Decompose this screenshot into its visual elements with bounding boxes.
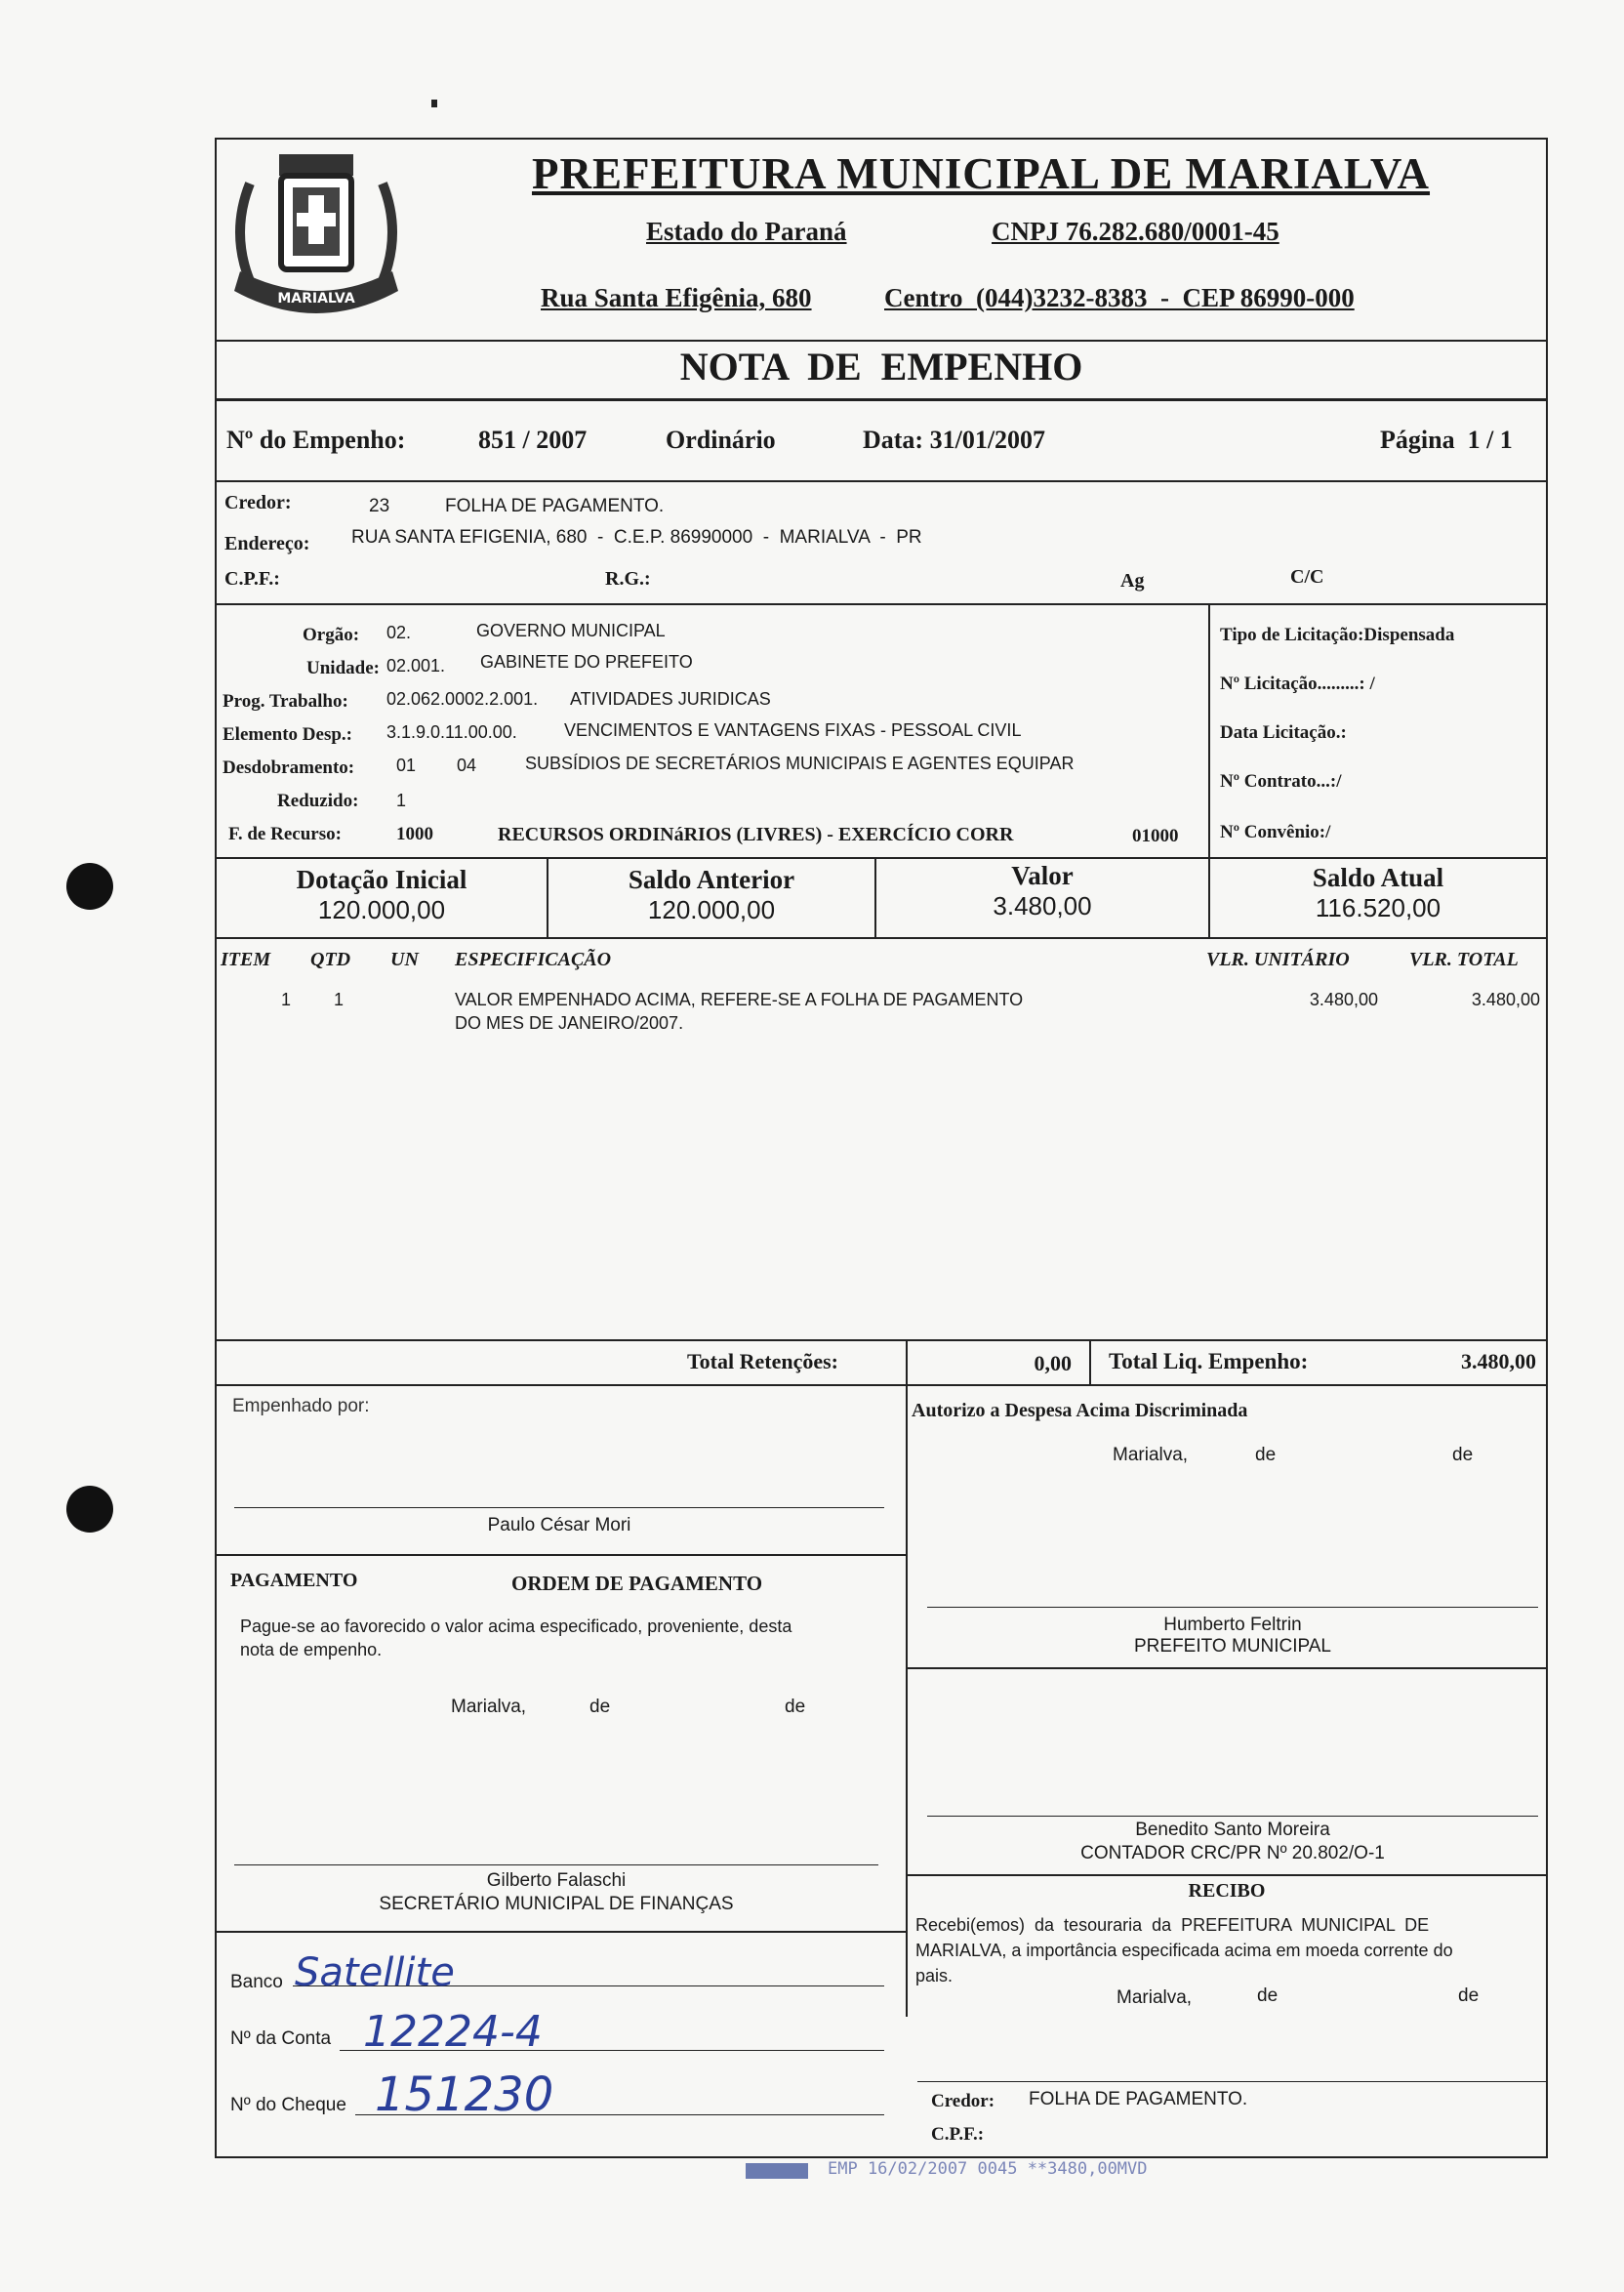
recibo-texto3: pais.: [915, 1966, 954, 1985]
item-total: 3.480,00: [1471, 990, 1540, 1009]
unidade: GABINETE DO PREFEITO: [480, 652, 693, 672]
address: Rua Santa Efigênia, 680: [541, 283, 812, 312]
saldo-dotacao-inicial: [217, 865, 547, 925]
recibo-de2: de: [1458, 1985, 1480, 2006]
autorizo-local: Marialva,: [1113, 1445, 1189, 1465]
recurso-cod2: 01000: [1132, 826, 1179, 846]
credor-label: Credor:: [224, 492, 292, 513]
contador-nome: Benedito Santo Moreira: [1135, 1820, 1330, 1840]
cheque-label: Nº do Cheque: [230, 2095, 346, 2115]
banco-label: Banco: [230, 1972, 283, 1992]
autorizo-de2: de: [1452, 1445, 1474, 1465]
desdobramento-cod2: 04: [457, 756, 477, 775]
cc-label: C/C: [1290, 566, 1324, 588]
elemento-cod: 3.1.9.0.11.00.00.: [386, 722, 517, 742]
table-row: [217, 988, 1546, 1046]
col-vlr-total: VLR. TOTAL: [1409, 949, 1519, 970]
prog-cod: 02.062.0002.2.001.: [386, 689, 539, 709]
prog-label: Prog. Trabalho:: [223, 691, 348, 712]
recibo-credor-nome: FOLHA DE PAGAMENTO.: [1029, 2089, 1248, 2109]
empenho-numero: 851 / 2007: [478, 426, 588, 454]
saldo-anterior: [548, 865, 874, 925]
rg-label: R.G.:: [605, 568, 651, 590]
contact: Centro (044)3232-8383 - CEP 86990-000: [884, 283, 1355, 312]
liquido-value: 3.480,00: [1461, 1349, 1536, 1373]
licitacao-numero: Nº Licitação.........: /: [1220, 674, 1375, 694]
saldo-valor: [876, 861, 1208, 921]
empenho-tipo: Ordinário: [666, 426, 776, 454]
reduzido: 1: [396, 791, 407, 810]
saldo-label: Saldo Atual: [1312, 863, 1444, 892]
pagamento-texto1: Pague-se ao favorecido o valor acima especificado, proveniente, desta: [240, 1617, 792, 1636]
conta-value: 12224-4: [363, 2007, 543, 2057]
saldo-label: Dotação Inicial: [296, 865, 467, 894]
pagamento-de1: de: [589, 1697, 611, 1717]
ordem-label: ORDEM DE PAGAMENTO: [511, 1572, 763, 1595]
licitacao-contrato: Nº Contrato...:/: [1220, 771, 1342, 792]
saldo-value: 120.000,00: [317, 895, 446, 924]
desdobramento-label: Desdobramento:: [223, 757, 355, 778]
empenho-label: Nº do Empenho:: [226, 426, 406, 454]
recibo-cpf-label: C.P.F.:: [931, 2124, 985, 2145]
bottom-stamp: EMP 16/02/2007 0045 **3480,00MVD: [828, 2159, 1148, 2179]
stamp-mark-icon: [746, 2163, 808, 2179]
prefeito-nome: Humberto Feltrin: [1163, 1615, 1302, 1635]
pagamento-local: Marialva,: [451, 1697, 527, 1717]
recibo-title: RECIBO: [1188, 1880, 1266, 1902]
recibo-texto1: Recebi(emos) da tesouraria da PREFEITURA MUNICIPAL DE: [915, 1915, 1430, 1935]
orgao: GOVERNO MUNICIPAL: [476, 621, 666, 640]
col-especificacao: ESPECIFICAÇÃO: [455, 949, 612, 970]
col-un: UN: [390, 949, 419, 970]
credor-codigo: 23: [369, 496, 390, 516]
hole-punch-top: [66, 863, 113, 910]
cheque-value: 151230: [375, 2067, 554, 2122]
item-num: 1: [281, 990, 292, 1009]
recibo-texto2: MARIALVA, a importância especificada acima em moeda corrente do: [915, 1941, 1453, 1960]
licitacao-data: Data Licitação.:: [1220, 722, 1347, 743]
reduzido-label: Reduzido:: [277, 791, 359, 811]
orgao-label: Orgão:: [303, 625, 360, 645]
empenho-data: Data: 31/01/2007: [863, 426, 1046, 454]
saldo-atual: [1210, 863, 1546, 923]
banco-value: Satellite: [295, 1950, 455, 1995]
saldo-label: Valor: [1011, 861, 1074, 890]
saldo-value: 3.480,00: [993, 891, 1092, 921]
prefeito-cargo: PREFEITO MUNICIPAL: [1134, 1636, 1331, 1657]
col-vlr-unitario: VLR. UNITÁRIO: [1206, 949, 1350, 970]
orgao-cod: 02.: [386, 623, 412, 642]
autorizo-de1: de: [1255, 1445, 1277, 1465]
empenhado-nome: Paulo César Mori: [487, 1515, 631, 1535]
cnpj: CNPJ 76.282.680/0001-45: [992, 217, 1279, 246]
desdobramento: SUBSÍDIOS DE SECRETÁRIOS MUNICIPAIS E AGENTES EQUIPAR: [525, 754, 1075, 773]
recibo-local: Marialva,: [1116, 1987, 1193, 2008]
credor-nome: FOLHA DE PAGAMENTO.: [445, 496, 665, 516]
retencoes-value: 0,00: [1034, 1351, 1072, 1375]
item-espec-line2: DO MES DE JANEIRO/2007.: [455, 1013, 684, 1033]
recurso-cod: 1000: [396, 824, 433, 844]
item-espec-line1: VALOR EMPENHADO ACIMA, REFERE-SE A FOLHA DE PAGAMENTO: [455, 990, 1024, 1009]
scan-mark: [431, 100, 437, 107]
credor-endereco: RUA SANTA EFIGENIA, 680 - C.E.P. 86990000 - MARIALVA - PR: [351, 527, 922, 548]
contador-cargo: CONTADOR CRC/PR Nº 20.802/O-1: [1080, 1843, 1385, 1863]
hole-punch-bottom: [66, 1486, 113, 1533]
col-qtd: QTD: [310, 949, 351, 970]
municipal-seal: [221, 144, 412, 332]
item-unit: 3.480,00: [1309, 990, 1378, 1009]
autorizo-label: Autorizo a Despesa Acima Discriminada: [912, 1400, 1248, 1421]
secretario-cargo: SECRETÁRIO MUNICIPAL DE FINANÇAS: [379, 1894, 734, 1914]
estado: Estado do Paraná: [646, 217, 847, 246]
pagina: Página 1 / 1: [1380, 426, 1513, 454]
retencoes-label: Total Retenções:: [687, 1349, 838, 1373]
recibo-de1: de: [1257, 1985, 1279, 2006]
licitacao-convenio: Nº Convênio:/: [1220, 822, 1331, 842]
unidade-cod: 02.001.: [386, 656, 446, 675]
pagamento-label: PAGAMENTO: [230, 1570, 358, 1591]
prog: ATIVIDADES JURIDICAS: [570, 689, 771, 709]
recibo-credor-label: Credor:: [931, 2091, 995, 2111]
desdobramento-cod1: 01: [396, 756, 417, 775]
col-item: ITEM: [221, 949, 271, 970]
endereco-label: Endereço:: [224, 533, 310, 554]
unidade-label: Unidade:: [306, 658, 380, 678]
saldo-value: 120.000,00: [647, 895, 776, 924]
prefeitura-title: PREFEITURA MUNICIPAL DE MARIALVA: [531, 149, 1431, 198]
licitacao-tipo: Tipo de Licitação:Dispensada: [1220, 625, 1455, 645]
conta-label: Nº da Conta: [230, 2028, 332, 2049]
elemento: VENCIMENTOS E VANTAGENS FIXAS - PESSOAL CIVIL: [564, 720, 1022, 740]
svg-text:MARIALVA: MARIALVA: [277, 291, 355, 307]
secretario-nome: Gilberto Falaschi: [486, 1870, 627, 1891]
pagamento-de2: de: [785, 1697, 806, 1717]
saldo-value: 116.520,00: [1315, 893, 1441, 922]
recurso-label: F. de Recurso:: [228, 824, 342, 844]
cpf-label: C.P.F.:: [224, 568, 280, 590]
elemento-label: Elemento Desp.:: [223, 724, 352, 745]
recurso: RECURSOS ORDINáRIOS (LIVRES) - EXERCÍCIO CORR: [498, 824, 1014, 845]
doc-title: NOTA DE EMPENHO: [679, 345, 1083, 389]
ag-label: Ag: [1120, 570, 1145, 592]
pagamento-texto2: nota de empenho.: [240, 1640, 383, 1659]
saldo-label: Saldo Anterior: [628, 865, 795, 894]
empenhado-label: Empenhado por:: [232, 1396, 370, 1416]
item-qtd: 1: [334, 990, 345, 1009]
liquido-label: Total Liq. Empenho:: [1109, 1349, 1309, 1373]
